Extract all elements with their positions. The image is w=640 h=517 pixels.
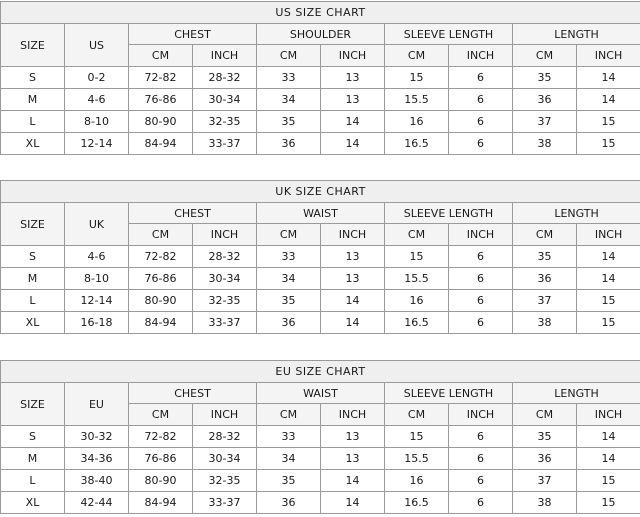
unit-header: INCH xyxy=(321,224,385,246)
table-row xyxy=(1,448,640,470)
chest-cm-cell: 84-94 xyxy=(129,312,193,334)
waist-cm-cell: 35 xyxy=(257,470,321,492)
sleeve-cm-cell: 15 xyxy=(385,426,449,448)
us-size-chart-table xyxy=(0,1,640,155)
region-size-cell: 12-14 xyxy=(65,133,129,155)
size-cell: S xyxy=(1,246,65,268)
length-cm-cell: 35 xyxy=(513,426,577,448)
length-inch-cell: 15 xyxy=(577,492,640,514)
group-header-sleeve-length: SLEEVE LENGTH xyxy=(385,24,513,45)
group-header-waist: WAIST xyxy=(257,383,385,404)
waist-cm-cell: 34 xyxy=(257,448,321,470)
chest-cm-cell: 72-82 xyxy=(129,246,193,268)
chest-cm-cell: 76-86 xyxy=(129,448,193,470)
size-cell: L xyxy=(1,111,65,133)
waist-cm-cell: 33 xyxy=(257,426,321,448)
group-header-waist: WAIST xyxy=(257,203,385,224)
table-row xyxy=(1,312,640,334)
region-column-header: EU xyxy=(65,383,129,426)
shoulder-inch-cell: 13 xyxy=(321,67,385,89)
region-size-cell: 0-2 xyxy=(65,67,129,89)
sleeve-inch-cell: 6 xyxy=(449,470,513,492)
chest-inch-cell: 28-32 xyxy=(193,67,257,89)
chart-title: EU SIZE CHART xyxy=(1,361,640,383)
shoulder-inch-cell: 13 xyxy=(321,89,385,111)
unit-header: INCH xyxy=(577,404,640,426)
unit-header: CM xyxy=(129,45,193,67)
waist-cm-cell: 36 xyxy=(257,492,321,514)
unit-header: CM xyxy=(257,224,321,246)
length-inch-cell: 14 xyxy=(577,268,640,290)
unit-header: CM xyxy=(257,404,321,426)
size-cell: M xyxy=(1,89,65,111)
region-size-cell: 34-36 xyxy=(65,448,129,470)
chest-inch-cell: 33-37 xyxy=(193,492,257,514)
length-inch-cell: 15 xyxy=(577,470,640,492)
sleeve-cm-cell: 16 xyxy=(385,290,449,312)
group-header-chest: CHEST xyxy=(129,383,257,404)
waist-inch-cell: 13 xyxy=(321,426,385,448)
length-cm-cell: 38 xyxy=(513,312,577,334)
waist-cm-cell: 33 xyxy=(257,246,321,268)
waist-inch-cell: 14 xyxy=(321,470,385,492)
shoulder-inch-cell: 14 xyxy=(321,111,385,133)
size-cell: L xyxy=(1,470,65,492)
unit-header: CM xyxy=(385,45,449,67)
sleeve-inch-cell: 6 xyxy=(449,492,513,514)
table-row xyxy=(1,268,640,290)
sleeve-cm-cell: 16 xyxy=(385,111,449,133)
size-column-header: SIZE xyxy=(1,24,65,67)
chart-title: US SIZE CHART xyxy=(1,2,640,24)
sleeve-inch-cell: 6 xyxy=(449,133,513,155)
length-inch-cell: 15 xyxy=(577,290,640,312)
sleeve-cm-cell: 16.5 xyxy=(385,133,449,155)
region-size-cell: 4-6 xyxy=(65,89,129,111)
sleeve-cm-cell: 15 xyxy=(385,246,449,268)
uk-size-chart-table xyxy=(0,180,640,334)
group-header-sleeve-length: SLEEVE LENGTH xyxy=(385,203,513,224)
length-cm-cell: 35 xyxy=(513,67,577,89)
shoulder-cm-cell: 33 xyxy=(257,67,321,89)
group-header-length: LENGTH xyxy=(513,24,640,45)
sleeve-inch-cell: 6 xyxy=(449,426,513,448)
sleeve-inch-cell: 6 xyxy=(449,89,513,111)
length-inch-cell: 15 xyxy=(577,133,640,155)
unit-header: INCH xyxy=(577,224,640,246)
shoulder-inch-cell: 14 xyxy=(321,133,385,155)
chest-inch-cell: 33-37 xyxy=(193,133,257,155)
size-cell: XL xyxy=(1,312,65,334)
chest-inch-cell: 33-37 xyxy=(193,312,257,334)
unit-header: CM xyxy=(257,45,321,67)
waist-inch-cell: 14 xyxy=(321,492,385,514)
unit-header: CM xyxy=(129,224,193,246)
sleeve-cm-cell: 15.5 xyxy=(385,448,449,470)
length-cm-cell: 36 xyxy=(513,268,577,290)
sleeve-cm-cell: 15 xyxy=(385,67,449,89)
chest-cm-cell: 80-90 xyxy=(129,111,193,133)
group-header-length: LENGTH xyxy=(513,203,640,224)
unit-header: INCH xyxy=(193,224,257,246)
unit-header: INCH xyxy=(577,45,640,67)
unit-header: INCH xyxy=(321,404,385,426)
chest-cm-cell: 80-90 xyxy=(129,290,193,312)
unit-header: CM xyxy=(385,404,449,426)
length-cm-cell: 37 xyxy=(513,470,577,492)
shoulder-cm-cell: 36 xyxy=(257,133,321,155)
length-cm-cell: 38 xyxy=(513,492,577,514)
length-inch-cell: 15 xyxy=(577,111,640,133)
waist-cm-cell: 35 xyxy=(257,290,321,312)
eu-size-chart-table xyxy=(0,360,640,514)
table-row xyxy=(1,111,640,133)
region-size-cell: 30-32 xyxy=(65,426,129,448)
sleeve-cm-cell: 15.5 xyxy=(385,268,449,290)
size-cell: XL xyxy=(1,492,65,514)
waist-cm-cell: 34 xyxy=(257,268,321,290)
group-header-sleeve-length: SLEEVE LENGTH xyxy=(385,383,513,404)
size-cell: M xyxy=(1,448,65,470)
chest-inch-cell: 30-34 xyxy=(193,448,257,470)
length-inch-cell: 14 xyxy=(577,67,640,89)
waist-inch-cell: 13 xyxy=(321,268,385,290)
chest-inch-cell: 32-35 xyxy=(193,111,257,133)
region-size-cell: 16-18 xyxy=(65,312,129,334)
waist-cm-cell: 36 xyxy=(257,312,321,334)
shoulder-cm-cell: 34 xyxy=(257,89,321,111)
chest-cm-cell: 72-82 xyxy=(129,426,193,448)
chest-inch-cell: 30-34 xyxy=(193,268,257,290)
chest-inch-cell: 30-34 xyxy=(193,89,257,111)
group-header-chest: CHEST xyxy=(129,203,257,224)
region-size-cell: 8-10 xyxy=(65,268,129,290)
length-cm-cell: 37 xyxy=(513,111,577,133)
size-cell: L xyxy=(1,290,65,312)
chest-inch-cell: 28-32 xyxy=(193,426,257,448)
sleeve-inch-cell: 6 xyxy=(449,111,513,133)
length-cm-cell: 36 xyxy=(513,448,577,470)
shoulder-cm-cell: 35 xyxy=(257,111,321,133)
sleeve-cm-cell: 16.5 xyxy=(385,492,449,514)
chest-cm-cell: 84-94 xyxy=(129,133,193,155)
group-header-length: LENGTH xyxy=(513,383,640,404)
chest-cm-cell: 72-82 xyxy=(129,67,193,89)
size-column-header: SIZE xyxy=(1,203,65,246)
chest-cm-cell: 80-90 xyxy=(129,470,193,492)
size-cell: M xyxy=(1,268,65,290)
sleeve-inch-cell: 6 xyxy=(449,67,513,89)
length-cm-cell: 35 xyxy=(513,246,577,268)
unit-header: INCH xyxy=(449,45,513,67)
table-row xyxy=(1,133,640,155)
chest-inch-cell: 32-35 xyxy=(193,290,257,312)
length-cm-cell: 38 xyxy=(513,133,577,155)
size-cell: XL xyxy=(1,133,65,155)
chest-inch-cell: 32-35 xyxy=(193,470,257,492)
unit-header: CM xyxy=(385,224,449,246)
waist-inch-cell: 13 xyxy=(321,246,385,268)
table-row xyxy=(1,492,640,514)
region-size-cell: 4-6 xyxy=(65,246,129,268)
sleeve-inch-cell: 6 xyxy=(449,268,513,290)
region-size-cell: 42-44 xyxy=(65,492,129,514)
region-column-header: UK xyxy=(65,203,129,246)
unit-header: INCH xyxy=(449,224,513,246)
length-inch-cell: 14 xyxy=(577,89,640,111)
length-cm-cell: 37 xyxy=(513,290,577,312)
unit-header: INCH xyxy=(193,404,257,426)
chest-cm-cell: 84-94 xyxy=(129,492,193,514)
sleeve-cm-cell: 15.5 xyxy=(385,89,449,111)
size-column-header: SIZE xyxy=(1,383,65,426)
unit-header: INCH xyxy=(449,404,513,426)
table-row xyxy=(1,67,640,89)
sleeve-cm-cell: 16 xyxy=(385,470,449,492)
unit-header: INCH xyxy=(193,45,257,67)
sleeve-cm-cell: 16.5 xyxy=(385,312,449,334)
unit-header: INCH xyxy=(321,45,385,67)
unit-header: CM xyxy=(129,404,193,426)
table-row xyxy=(1,470,640,492)
length-cm-cell: 36 xyxy=(513,89,577,111)
waist-inch-cell: 13 xyxy=(321,448,385,470)
region-size-cell: 8-10 xyxy=(65,111,129,133)
sleeve-inch-cell: 6 xyxy=(449,290,513,312)
size-cell: S xyxy=(1,67,65,89)
region-size-cell: 38-40 xyxy=(65,470,129,492)
sleeve-inch-cell: 6 xyxy=(449,312,513,334)
group-header-chest: CHEST xyxy=(129,24,257,45)
sleeve-inch-cell: 6 xyxy=(449,448,513,470)
table-row xyxy=(1,246,640,268)
chest-cm-cell: 76-86 xyxy=(129,268,193,290)
table-row xyxy=(1,426,640,448)
unit-header: CM xyxy=(513,45,577,67)
waist-inch-cell: 14 xyxy=(321,290,385,312)
length-inch-cell: 14 xyxy=(577,426,640,448)
length-inch-cell: 14 xyxy=(577,246,640,268)
region-column-header: US xyxy=(65,24,129,67)
group-header-shoulder: SHOULDER xyxy=(257,24,385,45)
region-size-cell: 12-14 xyxy=(65,290,129,312)
chest-inch-cell: 28-32 xyxy=(193,246,257,268)
chart-title: UK SIZE CHART xyxy=(1,181,640,203)
sleeve-inch-cell: 6 xyxy=(449,246,513,268)
length-inch-cell: 14 xyxy=(577,448,640,470)
table-row xyxy=(1,89,640,111)
waist-inch-cell: 14 xyxy=(321,312,385,334)
unit-header: CM xyxy=(513,224,577,246)
chest-cm-cell: 76-86 xyxy=(129,89,193,111)
unit-header: CM xyxy=(513,404,577,426)
length-inch-cell: 15 xyxy=(577,312,640,334)
size-cell: S xyxy=(1,426,65,448)
table-row xyxy=(1,290,640,312)
